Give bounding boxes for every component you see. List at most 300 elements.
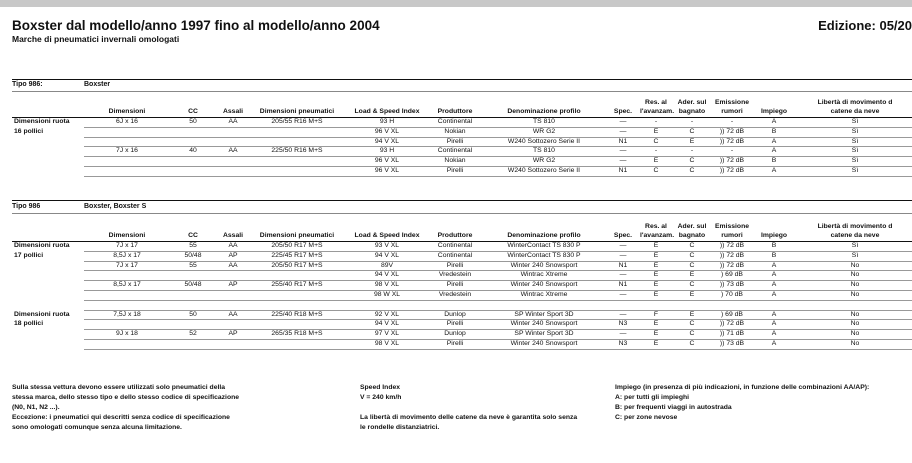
table-cell: 9J x 18	[84, 330, 170, 340]
table-cell: Sì	[794, 157, 912, 167]
table-cell: )) 73 dB	[710, 339, 754, 349]
column-header	[674, 222, 710, 242]
table-cell: )) 72 dB	[710, 127, 754, 137]
column-header-line: Ader. sul	[677, 223, 707, 230]
table-cell	[12, 271, 84, 281]
table-cell: -	[674, 147, 710, 157]
table-cell	[12, 261, 84, 271]
table-cell: E	[638, 330, 674, 340]
table-cell: )) 72 dB	[710, 320, 754, 330]
table-cell	[170, 166, 216, 176]
table-row	[12, 320, 912, 330]
table-cell: TS 810	[480, 118, 608, 128]
column-header	[638, 98, 674, 118]
table-cell: A	[754, 310, 794, 320]
table-cell	[84, 166, 170, 176]
table-cell: Sì	[794, 137, 912, 147]
table-header-row	[12, 98, 912, 118]
table-row	[12, 271, 912, 281]
table-cell: 52	[170, 330, 216, 340]
table-cell: 255/40 R17 M+S	[250, 281, 344, 291]
table-cell: No	[794, 281, 912, 291]
table-cell: 94 V XL	[344, 320, 430, 330]
table-cell: 50/48	[170, 251, 216, 261]
table-cell: Sì	[794, 242, 912, 252]
table-cell	[216, 157, 250, 167]
column-header: Spec.	[608, 222, 638, 242]
column-header: Load & Speed Index	[344, 222, 430, 242]
table-cell: —	[608, 330, 638, 340]
table-cell: A	[754, 147, 794, 157]
table-cell: 40	[170, 147, 216, 157]
table-cell: 16 pollici	[14, 127, 44, 135]
table-cell	[12, 330, 84, 340]
table-cell: No	[794, 261, 912, 271]
section2-sub-rule	[12, 213, 912, 214]
table-cell: 7J x 17	[84, 261, 170, 271]
table-cell: C	[638, 137, 674, 147]
table-cell: )) 72 dB	[710, 261, 754, 271]
table-row	[12, 281, 912, 291]
table-cell: Pirelli	[430, 281, 480, 291]
table-cell: )) 71 dB	[710, 330, 754, 340]
table-cell	[216, 339, 250, 349]
table-cell: —	[608, 118, 638, 128]
table-cell: No	[794, 330, 912, 340]
table-cell: Continental	[430, 118, 480, 128]
section2-model: Boxster, Boxster S	[84, 203, 147, 210]
table-cell	[84, 157, 170, 167]
table-cell: C	[674, 242, 710, 252]
table-cell: AP	[216, 330, 250, 340]
table-cell: A	[754, 281, 794, 291]
table-cell: 94 V XL	[344, 137, 430, 147]
table-cell: TS 810	[480, 147, 608, 157]
table-cell: )) 72 dB	[710, 157, 754, 167]
table-cell: 93 H	[344, 118, 430, 128]
footer-line: Impiego (in presenza di più indicazioni, in funzione delle combinazioni AA/AP):	[615, 384, 870, 391]
table-cell: No	[794, 339, 912, 349]
table-cell	[12, 290, 84, 300]
table-row	[12, 147, 912, 157]
column-header: Load & Speed Index	[344, 98, 430, 118]
column-header	[710, 98, 754, 118]
table-cell: )) 72 dB	[710, 166, 754, 176]
footer-line: B: per frequenti viaggi in autostrada	[615, 404, 732, 411]
table-cell: Dunlop	[430, 310, 480, 320]
table-cell: 225/40 R18 M+S	[250, 310, 344, 320]
footer-line: Eccezione: i pneumatici qui descritti senza codice di specificazione	[12, 414, 230, 421]
footer-line: V = 240 km/h	[360, 394, 402, 401]
table-cell	[216, 166, 250, 176]
table-cell: C	[674, 281, 710, 291]
table-cell	[170, 300, 216, 310]
table-cell	[480, 300, 608, 310]
table-cell: 55	[170, 242, 216, 252]
section1-model: Boxster	[84, 81, 111, 88]
table-cell: F	[638, 310, 674, 320]
table-cell: Pirelli	[430, 320, 480, 330]
column-header-line: l'avanzam.	[640, 108, 674, 115]
table-cell: 98 V XL	[344, 281, 430, 291]
table-cell: A	[754, 166, 794, 176]
column-header-line: bagnato	[678, 232, 706, 239]
table-cell	[12, 166, 84, 176]
table-cell: E	[638, 271, 674, 281]
footer-line: le rondelle distanziatrici.	[360, 424, 440, 431]
table-cell: 89V	[344, 261, 430, 271]
table-cell: AP	[216, 251, 250, 261]
column-header: CC	[170, 222, 216, 242]
table-cell: A	[754, 137, 794, 147]
table-cell: E	[638, 242, 674, 252]
column-header	[12, 98, 84, 118]
footer-notes-middle	[360, 383, 577, 433]
table-cell: 7,5J x 18	[84, 310, 170, 320]
table-cell: A	[754, 330, 794, 340]
table-cell	[12, 300, 84, 310]
table-cell	[250, 137, 344, 147]
table-cell: 6J x 16	[84, 118, 170, 128]
table-cell: 205/55 R16 M+S	[250, 118, 344, 128]
table-cell: AA	[216, 147, 250, 157]
table-cell: 98 V XL	[344, 339, 430, 349]
table-cell: WR G2	[480, 157, 608, 167]
table-cell	[250, 127, 344, 137]
table-cell: —	[608, 147, 638, 157]
table-cell	[608, 300, 638, 310]
table-cell	[430, 300, 480, 310]
table-cell: Winter 240 Snowsport	[480, 281, 608, 291]
table-cell: —	[608, 271, 638, 281]
table-cell: N1	[608, 281, 638, 291]
table-cell: Sì	[794, 118, 912, 128]
table-cell: 93 H	[344, 147, 430, 157]
table-cell	[84, 127, 170, 137]
table-cell: -	[710, 118, 754, 128]
table-cell: 7J x 17	[84, 242, 170, 252]
table-cell: C	[674, 251, 710, 261]
table-cell: 50/48	[170, 281, 216, 291]
column-header: Dimensioni pneumatici	[250, 98, 344, 118]
section2-table	[12, 222, 912, 350]
table-cell: WinterContact TS 830 P	[480, 242, 608, 252]
table-cell: 265/35 R18 M+S	[250, 330, 344, 340]
table-cell: Wintrac Xtreme	[480, 271, 608, 281]
table-cell: E	[674, 290, 710, 300]
table-cell: WinterContact TS 830 P	[480, 251, 608, 261]
table-cell: 93 V XL	[344, 242, 430, 252]
table-cell: Pirelli	[430, 166, 480, 176]
table-cell: AP	[216, 281, 250, 291]
table-cell: ) 70 dB	[710, 290, 754, 300]
column-header-line: catene da neve	[830, 108, 880, 115]
column-header-line: rumori	[721, 108, 743, 115]
footer-line: A: per tutti gli impieghi	[615, 394, 690, 401]
column-header-line: l'avanzam.	[640, 232, 674, 239]
table-cell: C	[674, 330, 710, 340]
column-header	[674, 98, 710, 118]
table-cell: )) 73 dB	[710, 281, 754, 291]
table-cell	[250, 166, 344, 176]
table-cell	[250, 271, 344, 281]
table-cell: B	[754, 157, 794, 167]
table-row	[12, 127, 912, 137]
table-cell	[170, 339, 216, 349]
table-row	[12, 118, 912, 128]
column-header	[794, 222, 912, 242]
table-cell: E	[638, 339, 674, 349]
column-header: Dimensioni	[84, 222, 170, 242]
table-cell: -	[638, 118, 674, 128]
table-cell: —	[608, 290, 638, 300]
table-cell: AA	[216, 261, 250, 271]
table-cell: 96 V XL	[344, 127, 430, 137]
table-cell	[216, 290, 250, 300]
footer-notes-right	[615, 383, 869, 423]
table-cell: Vredestein	[430, 271, 480, 281]
table-cell	[250, 157, 344, 167]
table-cell	[216, 300, 250, 310]
table-cell: 7J x 16	[84, 147, 170, 157]
table-cell	[12, 339, 84, 349]
section1-sub-rule	[12, 91, 912, 92]
table-cell	[84, 137, 170, 147]
table-cell	[84, 339, 170, 349]
table-row	[12, 261, 912, 271]
table-cell: Sì	[794, 166, 912, 176]
table-cell: —	[608, 242, 638, 252]
section1-top-rule	[12, 79, 912, 80]
table-cell: W240 Sottozero Serie II	[480, 166, 608, 176]
table-cell: 225/45 R17 M+S	[250, 251, 344, 261]
table-cell: E	[638, 261, 674, 271]
table-cell	[216, 320, 250, 330]
table-cell: -	[638, 147, 674, 157]
table-row	[12, 137, 912, 147]
table-cell: 94 V XL	[344, 271, 430, 281]
table-cell: )) 72 dB	[710, 251, 754, 261]
table-cell: C	[674, 339, 710, 349]
table-cell: Pirelli	[430, 261, 480, 271]
table-cell	[170, 127, 216, 137]
column-header: Assali	[216, 222, 250, 242]
footer-line: stessa marca, dello stesso tipo e dello stesso codice di specificazione	[12, 394, 240, 401]
column-header-line: Emissione	[715, 99, 749, 106]
column-header-line: Emissione	[715, 223, 749, 230]
column-header-line: bagnato	[678, 108, 706, 115]
table-cell	[84, 320, 170, 330]
table-cell: -	[710, 147, 754, 157]
table-cell: W240 Sottozero Serie II	[480, 137, 608, 147]
table-cell: )) 72 dB	[710, 137, 754, 147]
table-cell: —	[608, 251, 638, 261]
column-header: Produttore	[430, 222, 480, 242]
table-cell: 17 pollici	[14, 251, 44, 259]
table-cell: A	[754, 118, 794, 128]
table-cell: C	[638, 166, 674, 176]
table-cell: No	[794, 290, 912, 300]
table-row	[12, 166, 912, 176]
table-cell	[250, 290, 344, 300]
table-cell: -	[674, 118, 710, 128]
column-header: Dimensioni pneumatici	[250, 222, 344, 242]
column-header	[794, 98, 912, 118]
table-cell: E	[638, 281, 674, 291]
table-cell: AA	[216, 118, 250, 128]
table-cell: —	[608, 310, 638, 320]
table-cell: —	[608, 157, 638, 167]
section2-tipo: Tipo 986	[12, 203, 41, 210]
table-row	[12, 300, 912, 310]
table-cell: C	[674, 166, 710, 176]
table-cell: No	[794, 320, 912, 330]
table-cell: C	[674, 261, 710, 271]
table-row	[12, 157, 912, 167]
section1-tipo: Tipo 986:	[12, 81, 43, 88]
table-cell: ) 69 dB	[710, 310, 754, 320]
table-cell: No	[794, 310, 912, 320]
table-cell: 18 pollici	[14, 320, 44, 328]
table-cell: C	[674, 127, 710, 137]
column-header: Dimensioni	[84, 98, 170, 118]
table-cell: N3	[608, 339, 638, 349]
table-row	[12, 339, 912, 349]
table-cell: 205/50 R17 M+S	[250, 242, 344, 252]
table-cell: Winter 240 Snowsport	[480, 339, 608, 349]
table-cell	[170, 320, 216, 330]
table-cell: A	[754, 320, 794, 330]
table-cell	[674, 300, 710, 310]
table-cell: 96 V XL	[344, 157, 430, 167]
column-header: Impiego	[754, 98, 794, 118]
footer-line: Sulla stessa vettura devono essere utilizzati solo pneumatici della	[12, 384, 226, 391]
table-cell	[216, 271, 250, 281]
footer-line: La libertà di movimento delle catene da neve è garantita solo senza	[360, 414, 578, 421]
table-cell: 97 V XL	[344, 330, 430, 340]
page-title: Boxster dal modello/anno 1997 fino al modello/anno 2004	[12, 18, 380, 33]
table-row	[12, 242, 912, 252]
table-cell: Wintrac Xtreme	[480, 290, 608, 300]
table-cell: N3	[608, 320, 638, 330]
table-cell	[170, 290, 216, 300]
column-header-line: Ader. sul	[677, 99, 707, 106]
column-header: Spec.	[608, 98, 638, 118]
table-cell: Dunlop	[430, 330, 480, 340]
column-header	[12, 222, 84, 242]
table-cell: N1	[608, 166, 638, 176]
table-cell: 55	[170, 261, 216, 271]
table-cell: Sì	[794, 147, 912, 157]
table-cell: SP Winter Sport 3D	[480, 310, 608, 320]
column-header-line: Libertà di movimento d	[817, 223, 893, 230]
table-cell: Nokian	[430, 157, 480, 167]
table-cell: Winter 240 Snowsport	[480, 320, 608, 330]
document-header	[12, 18, 912, 44]
footer-line: (N0, N1, N2 ...).	[12, 404, 60, 411]
table-cell: C	[674, 320, 710, 330]
table-cell: No	[794, 271, 912, 281]
table-cell: Dimensioni ruota	[14, 310, 70, 318]
column-header	[710, 222, 754, 242]
table-cell	[216, 127, 250, 137]
table-cell: E	[638, 127, 674, 137]
table-cell	[84, 290, 170, 300]
table-cell: Continental	[430, 242, 480, 252]
table-cell: E	[674, 271, 710, 281]
column-header-line: Res. al	[645, 223, 667, 230]
footer-line: Speed Index	[360, 384, 401, 391]
table-cell: Dimensioni ruota	[14, 118, 70, 126]
table-cell: E	[638, 290, 674, 300]
table-cell: 96 V XL	[344, 166, 430, 176]
table-cell: Continental	[430, 147, 480, 157]
table-cell: 50	[170, 310, 216, 320]
table-cell: E	[674, 310, 710, 320]
table-cell: Sì	[794, 127, 912, 137]
table-row	[12, 251, 912, 261]
page-subtitle: Marche di pneumatici invernali omologati	[12, 34, 180, 44]
table-cell: 98 W XL	[344, 290, 430, 300]
table-cell	[710, 300, 754, 310]
column-header-line: Libertà di movimento d	[817, 99, 893, 106]
table-cell: E	[638, 320, 674, 330]
table-cell	[84, 300, 170, 310]
footer-line: C: per zone nevose	[615, 414, 678, 421]
column-header: CC	[170, 98, 216, 118]
table-cell: E	[674, 137, 710, 147]
table-cell: Winter 240 Snowsport	[480, 261, 608, 271]
column-header: Produttore	[430, 98, 480, 118]
table-cell: AA	[216, 242, 250, 252]
table-cell: 50	[170, 118, 216, 128]
table-cell: A	[754, 271, 794, 281]
table-cell: Pirelli	[430, 339, 480, 349]
section2-top-rule	[12, 200, 912, 201]
column-header: Denominazione profilo	[480, 98, 608, 118]
footer-line: sono omologati comunque senza alcuna limitazione.	[12, 424, 182, 431]
table-cell: B	[754, 127, 794, 137]
table-cell: Nokian	[430, 127, 480, 137]
table-cell	[794, 300, 912, 310]
table-header-row	[12, 222, 912, 242]
table-cell	[216, 137, 250, 147]
edition-label: Edizione: 05/20	[818, 18, 912, 33]
table-cell: Sì	[794, 251, 912, 261]
table-cell	[754, 300, 794, 310]
table-cell: B	[754, 251, 794, 261]
table-cell	[250, 339, 344, 349]
table-cell: Vredestein	[430, 290, 480, 300]
table-cell	[250, 320, 344, 330]
table-cell	[12, 147, 84, 157]
column-header-line: rumori	[721, 232, 743, 239]
table-cell	[12, 157, 84, 167]
table-cell: 94 V XL	[344, 251, 430, 261]
footer-line	[360, 403, 577, 413]
column-header-line: Res. al	[645, 99, 667, 106]
table-cell: A	[754, 290, 794, 300]
table-cell	[170, 157, 216, 167]
table-row	[12, 330, 912, 340]
table-cell: B	[754, 242, 794, 252]
table-cell: 8,5J x 17	[84, 251, 170, 261]
window-top-bar	[0, 0, 912, 7]
table-row	[12, 310, 912, 320]
table-cell	[84, 271, 170, 281]
table-cell: E	[638, 251, 674, 261]
table-cell	[638, 300, 674, 310]
